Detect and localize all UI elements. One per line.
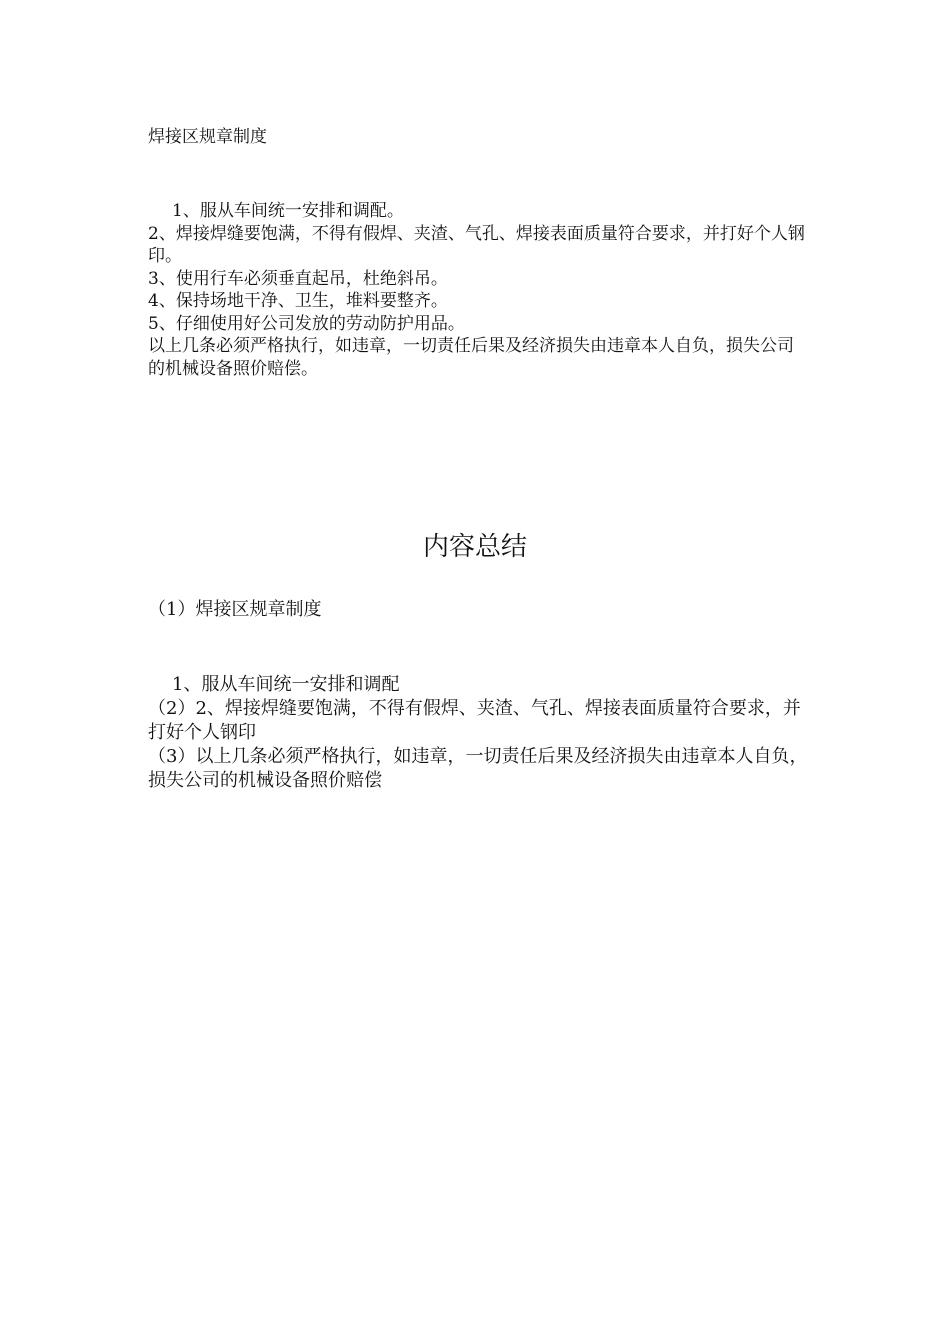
summary-item-1: 1、服从车间统一安排和调配 <box>172 674 400 695</box>
rule-item-4: 4、保持场地干净、卫生，堆料要整齐。 <box>148 291 448 311</box>
summary-heading: 内容总结 <box>422 532 527 562</box>
summary-subheading: （1）焊接区规章制度 <box>148 599 322 620</box>
rule-item-1: 1、服从车间统一安排和调配。 <box>172 201 404 221</box>
summary-item-2: （2）2、焊接焊缝要饱满，不得有假焊、夹渣、气孔、焊接表面质量符合要求，并打好个人钢印 <box>148 698 801 743</box>
document-title: 焊接区规章制度 <box>148 127 267 147</box>
summary-item-3: （3）以上几条必须严格执行，如违章，一切责任后果及经济损失由违章本人自负，损失公司的机械设备照价赔偿 <box>148 746 808 791</box>
rule-item-3: 3、使用行车必须垂直起吊，杜绝斜吊。 <box>148 268 448 289</box>
rule-item-2: 2、焊接焊缝要饱满，不得有假焊、夹渣、气孔、焊接表面质量符合要求，并打好个人钢印。 <box>148 223 805 266</box>
rule-item-5: 5、仔细使用好公司发放的劳动防护用品。 <box>148 313 465 334</box>
rules-list <box>148 200 808 380</box>
summary-list <box>148 673 808 793</box>
rule-conclusion: 以上几条必须严格执行，如违章，一切责任后果及经济损失由违章本人自负，损失公司的机械设备照价赔偿。 <box>148 336 794 379</box>
